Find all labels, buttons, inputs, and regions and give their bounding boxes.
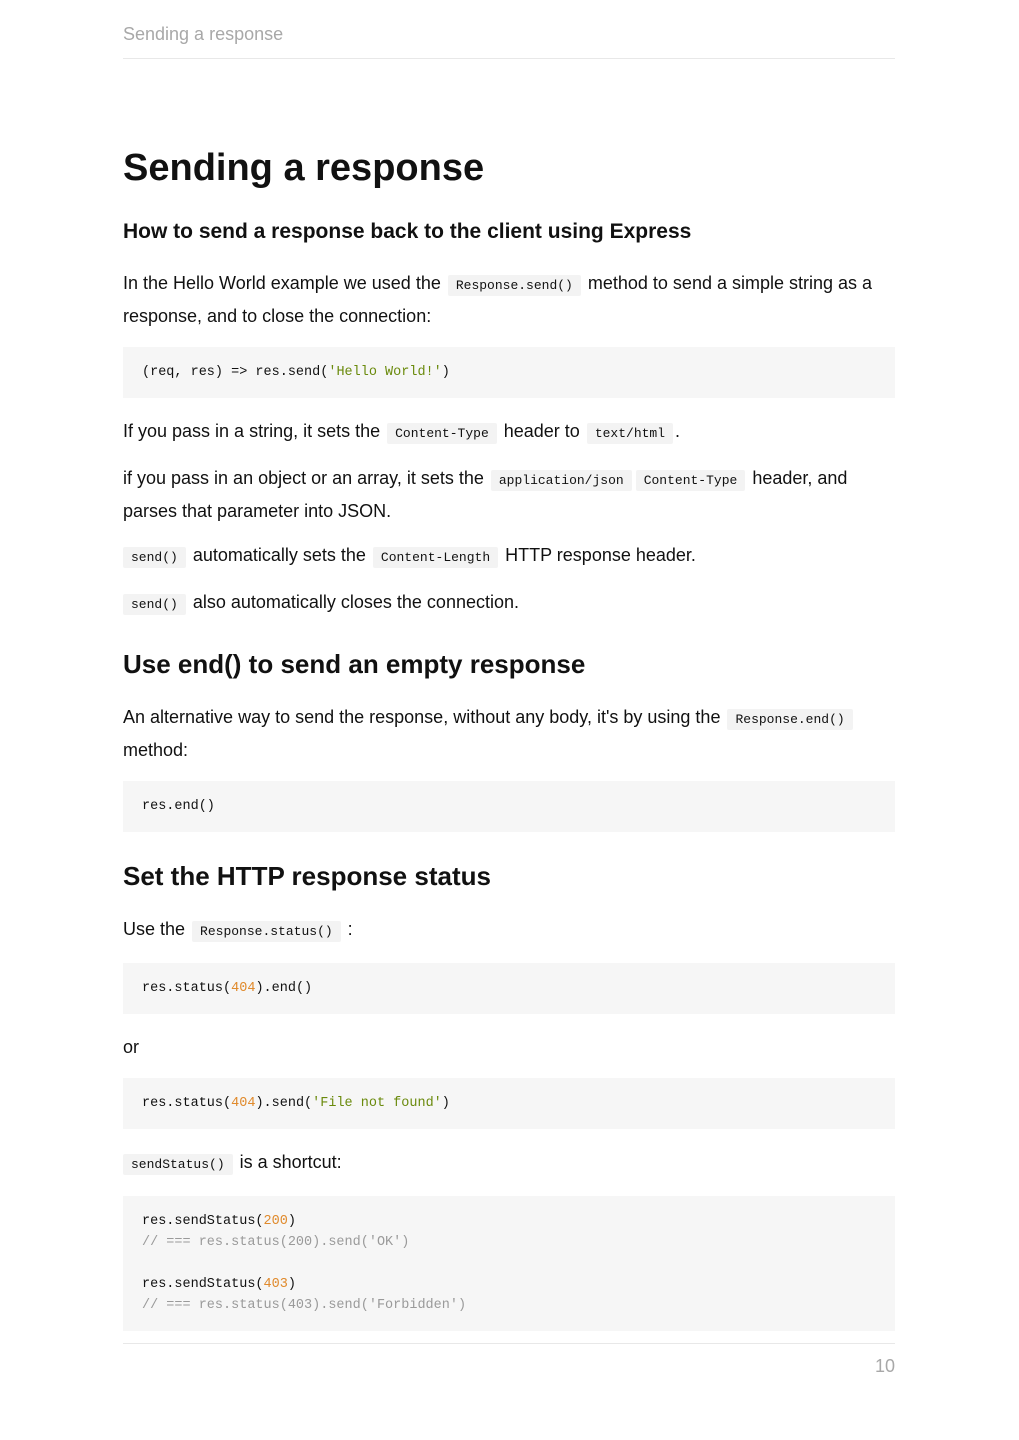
code-text: ) xyxy=(441,1096,450,1111)
paragraph-intro xyxy=(123,268,895,331)
code-block-send xyxy=(123,347,895,398)
paragraph-closes xyxy=(123,587,895,620)
code-text: ) xyxy=(441,365,450,380)
code-string: 'Hello World!' xyxy=(328,365,442,380)
code-block-sendstatus xyxy=(123,1196,895,1331)
inline-code: Content-Type xyxy=(636,470,746,491)
code-block-end: res.end() xyxy=(123,781,895,832)
text: automatically sets the xyxy=(187,545,371,565)
text: If you pass in a string, it sets the xyxy=(123,421,386,441)
inline-code: send() xyxy=(123,547,186,568)
inline-code: sendStatus() xyxy=(123,1154,233,1175)
inline-code: text/html xyxy=(587,423,673,444)
inline-code: send() xyxy=(123,594,186,615)
header-divider xyxy=(123,58,895,59)
paragraph-content-length xyxy=(123,540,895,573)
text: header, and parses that parameter into JSON. xyxy=(123,468,848,521)
page-number: 10 xyxy=(874,1356,895,1376)
code-text: ) xyxy=(287,1277,296,1292)
code-text: res.status( xyxy=(142,981,232,996)
page-title: Sending a response xyxy=(123,147,485,189)
code-text: res.sendStatus( xyxy=(142,1214,264,1229)
text: also automatically closes the connection. xyxy=(187,592,519,612)
inline-code: Response.send() xyxy=(448,275,581,296)
code-number: 404 xyxy=(231,981,256,996)
code-text: ).send( xyxy=(255,1096,313,1111)
text: Use the xyxy=(123,919,191,939)
code-block-status-end xyxy=(123,963,895,1014)
running-header: Sending a response xyxy=(123,24,284,44)
inline-code: Response.status() xyxy=(192,921,341,942)
paragraph-end xyxy=(123,702,895,765)
code-text: ) xyxy=(287,1214,296,1229)
text: method to send a simple string as a response, and to close the connection: xyxy=(123,273,873,326)
code-number: 403 xyxy=(263,1277,288,1292)
code-string: 'File not found' xyxy=(312,1096,442,1111)
inline-code: application/json xyxy=(491,470,632,491)
text: . xyxy=(675,421,681,441)
inline-code: Content-Length xyxy=(373,547,498,568)
text: : xyxy=(342,919,353,939)
code-text: res.sendStatus( xyxy=(142,1277,264,1292)
code-number: 404 xyxy=(231,1096,256,1111)
text: In the Hello World example we used the xyxy=(123,273,446,293)
text: An alternative way to send the response, without any body, it's by using the xyxy=(123,707,726,727)
code-comment: // === res.status(403).send('Forbidden') xyxy=(142,1298,467,1313)
code-number: 200 xyxy=(263,1214,288,1229)
code-comment: // === res.status(200).send('OK') xyxy=(142,1235,410,1250)
paragraph-sendstatus xyxy=(123,1147,895,1180)
text: HTTP response header. xyxy=(500,545,696,565)
code-text: res.status( xyxy=(142,1096,232,1111)
text: method: xyxy=(123,740,189,760)
paragraph-status xyxy=(123,914,895,947)
page-subtitle: How to send a response back to the client using Express xyxy=(123,220,692,243)
article-body xyxy=(123,140,895,1349)
text: header to xyxy=(498,421,585,441)
paragraph-string xyxy=(123,416,895,449)
text: if you pass in an object or an array, it sets the xyxy=(123,468,489,488)
inline-code: Response.end() xyxy=(727,709,852,730)
paragraph-object xyxy=(123,463,895,526)
code-text: ).end() xyxy=(255,981,313,996)
inline-code: Content-Type xyxy=(387,423,497,444)
footer-divider xyxy=(123,1343,895,1344)
code-text: (req, res) => res.send( xyxy=(142,365,329,380)
code-block-status-send xyxy=(123,1078,895,1129)
section-heading-end: Use end() to send an empty response xyxy=(123,649,586,679)
section-heading-status: Set the HTTP response status xyxy=(123,861,491,891)
text: is a shortcut: xyxy=(234,1152,342,1172)
paragraph-or: or xyxy=(123,1037,140,1057)
